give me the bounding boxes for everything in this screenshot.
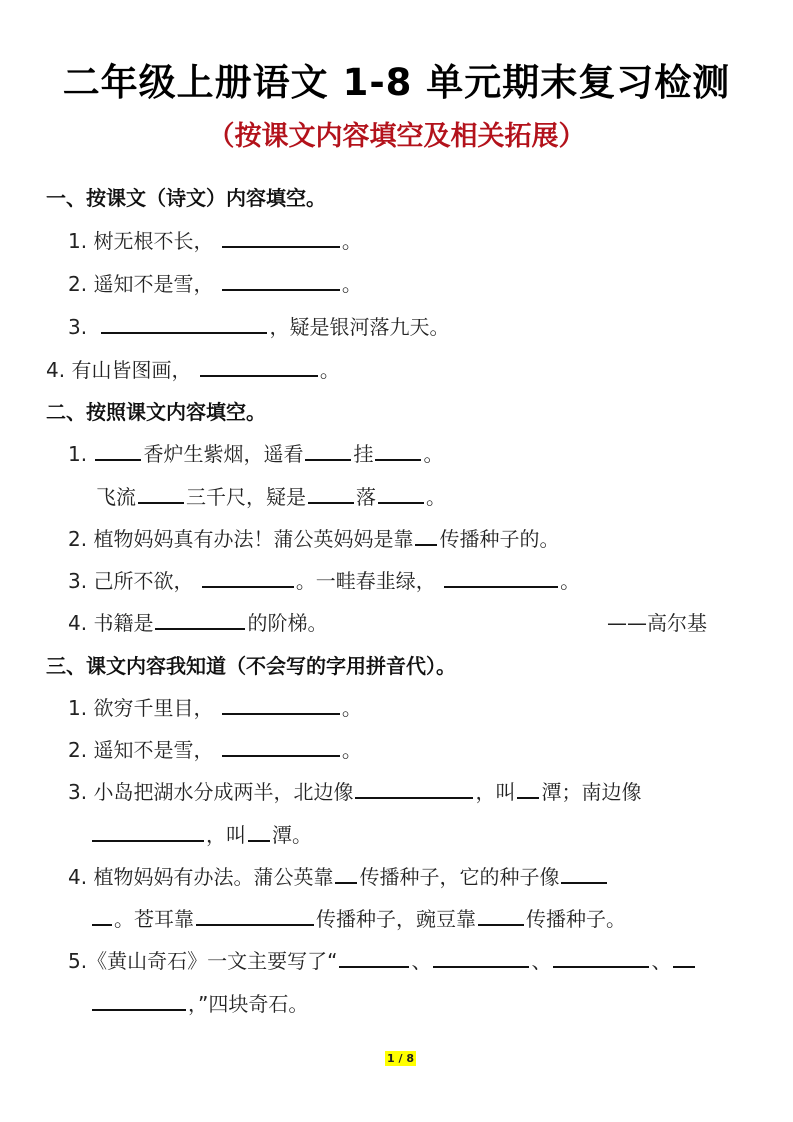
answer-blank[interactable] [196,906,314,926]
item-text: 传播种子，它的种子像 [359,865,560,889]
item-text: 。 [341,696,362,720]
item-text: 三千尺，疑是 [186,485,306,509]
item-text: 传播种子的。 [439,527,560,551]
s3-item-4 [68,861,609,890]
item-text: 小岛把湖水分成两半，北边像 [93,780,354,804]
answer-blank[interactable] [561,864,607,884]
item-text: 。苍耳靠 [114,907,194,931]
answer-blank[interactable] [308,484,354,504]
item-text: 植物妈妈有办法。蒲公英靠 [93,865,334,889]
s3-item-5 [68,945,697,974]
item-text: 潭；南边像 [541,780,642,804]
s3-item-4-line-2 [92,903,626,932]
item-number: 2. [68,738,88,762]
s2-item-3 [68,565,580,594]
item-number: 5. [68,949,88,973]
answer-blank[interactable] [95,441,141,461]
s3-item-3 [68,776,641,805]
quote-attribution: ——高尔基 [607,611,707,635]
s3-item-1 [68,692,362,721]
s2-item-2 [68,523,559,552]
item-text: 、 [411,949,432,973]
item-text: 。 [341,229,362,253]
answer-blank[interactable] [155,610,245,630]
answer-blank[interactable] [202,568,294,588]
section-1-heading: 一、按课文（诗文）内容填空。 [46,186,326,210]
answer-blank[interactable] [673,948,695,968]
item-number: 4. [68,865,88,889]
answer-blank[interactable] [138,484,184,504]
answer-blank[interactable] [92,906,112,926]
item-number: 2. [68,272,88,296]
answer-blank[interactable] [222,228,340,248]
answer-blank[interactable] [444,568,558,588]
s1-item-1 [68,225,362,254]
item-text: 落 [356,485,376,509]
item-text: ，”四块奇石。 [188,992,309,1016]
s3-item-5-line-2 [92,988,308,1017]
answer-blank[interactable] [335,864,357,884]
item-text: 挂 [353,442,374,466]
item-number: 3. [68,315,88,339]
item-text: 。一畦春韭绿， [295,569,436,593]
document-subtitle: （按课文内容填空及相关拓展） [207,121,586,152]
item-text: ，叫 [475,780,516,804]
item-text: 遥知不是雪， [93,272,214,296]
s3-item-3-line-2 [92,819,312,848]
item-text: 欲穷千里目， [93,696,214,720]
item-text: 遥知不是雪， [93,738,214,762]
s1-item-4 [46,354,340,383]
item-text: 植物妈妈真有办法！蒲公英妈妈是靠 [93,527,414,551]
item-number: 1. [68,696,88,720]
s2-item-4 [68,607,327,636]
item-text: 香炉生紫烟，遥看 [143,442,304,466]
item-text: 。 [426,485,446,509]
item-text: 己所不欲， [93,569,194,593]
item-text: 传播种子。 [526,907,626,931]
answer-blank[interactable] [433,948,529,968]
answer-blank[interactable] [222,695,340,715]
item-number: 1. [68,442,88,466]
s3-item-2 [68,734,362,763]
answer-blank[interactable] [92,991,186,1011]
section-2-heading: 二、按照课文内容填空。 [46,400,266,424]
item-text: 传播种子，豌豆靠 [316,907,476,931]
section-3-heading: 三、课文内容我知道（不会写的字用拼音代）。 [46,654,456,678]
s2-item-1-line-2 [96,481,446,510]
item-text: ，疑是银河落九天。 [269,315,450,339]
item-text: 潭。 [272,823,312,847]
s1-item-2 [68,268,362,297]
answer-blank[interactable] [553,948,649,968]
item-text: 。 [341,738,362,762]
answer-blank[interactable] [305,441,351,461]
item-text: 树无根不长， [93,229,214,253]
item-number: 3. [68,569,88,593]
answer-blank[interactable] [517,779,539,799]
item-number: 4. [46,358,66,382]
answer-blank[interactable] [101,314,267,334]
answer-blank[interactable] [222,737,340,757]
item-text: ，叫 [206,823,246,847]
item-text: 的阶梯。 [247,611,328,635]
answer-blank[interactable] [375,441,421,461]
item-text: 、 [651,949,672,973]
answer-blank[interactable] [355,779,473,799]
answer-blank[interactable] [222,271,340,291]
answer-blank[interactable] [339,948,409,968]
answer-blank[interactable] [92,822,204,842]
item-text: 飞流 [96,485,136,509]
item-text: 。 [423,442,444,466]
answer-blank[interactable] [200,357,318,377]
item-text: 书籍是 [93,611,154,635]
item-number: 2. [68,527,88,551]
item-text: 。 [341,272,362,296]
answer-blank[interactable] [378,484,424,504]
s2-item-1 [68,438,443,467]
item-number: 4. [68,611,88,635]
item-number: 1. [68,229,88,253]
item-text: 、 [531,949,552,973]
answer-blank[interactable] [478,906,524,926]
answer-blank[interactable] [248,822,270,842]
s1-item-3 [68,311,449,340]
document-title: 二年级上册语文 1-8 单元期末复习检测 [62,61,731,104]
item-text: 。 [560,569,581,593]
item-number: 3. [68,780,88,804]
page-indicator: 1 / 8 [387,1052,414,1065]
item-text: 《黄山奇石》一文主要写了“ [87,949,338,973]
item-text: 。 [319,358,340,382]
item-text: 有山皆图画， [71,358,192,382]
answer-blank[interactable] [415,526,437,546]
